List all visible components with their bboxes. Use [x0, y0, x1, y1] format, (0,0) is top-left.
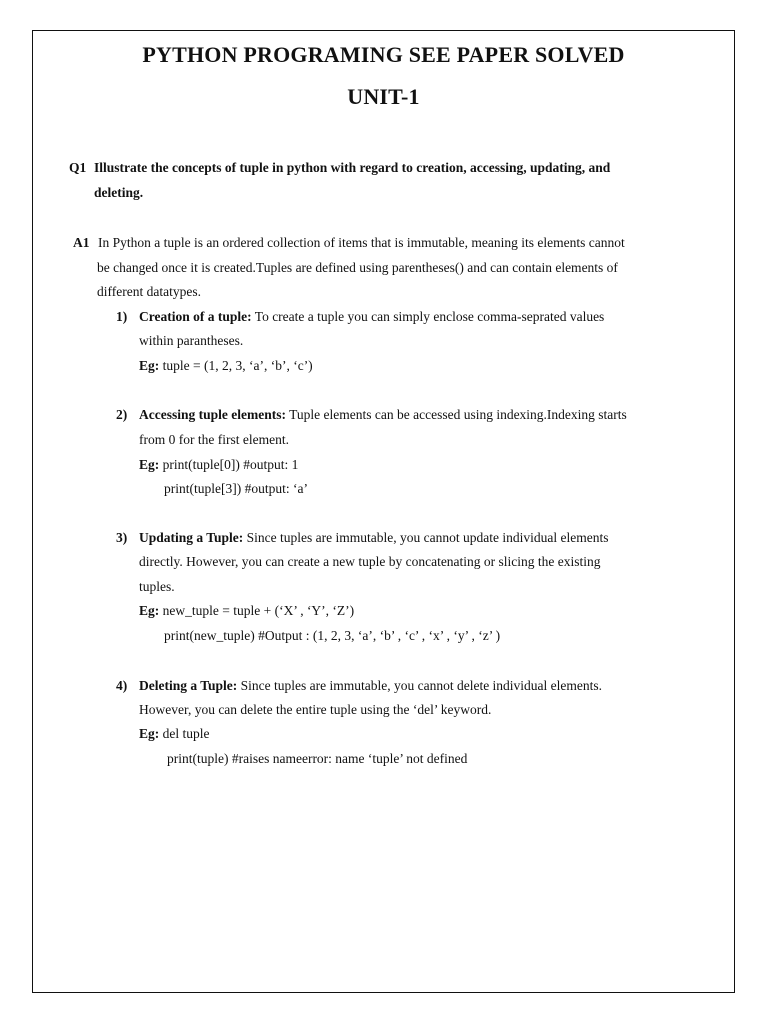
item-3-number: 3)	[116, 530, 128, 545]
item-1-line2: within parantheses.	[139, 333, 244, 348]
item-2-number: 2)	[116, 407, 128, 422]
answer-intro-line3: different datatypes.	[97, 284, 201, 299]
item-4-heading: Deleting a Tuple:	[139, 678, 238, 693]
item-2-heading: Accessing tuple elements:	[139, 407, 286, 422]
item-3-line2: directly. However, you can create a new tuple by concatenating or slicing the existing	[139, 554, 601, 569]
item-1-number: 1)	[116, 309, 128, 324]
item-2-example: Eg: print(tuple[0]) #output: 1	[139, 457, 299, 472]
item-4-example: Eg: del tuple	[139, 726, 210, 741]
item-1-line1: Creation of a tuple: To create a tuple you can simply enclose comma-seprated values	[139, 309, 605, 324]
item-2-example-line2: print(tuple[3]) #output: ‘a’	[164, 481, 308, 496]
answer-label: A1	[73, 235, 90, 250]
question-text-line2: deleting.	[94, 185, 144, 200]
answer-intro-line2: be changed once it is created.Tuples are defined using parentheses() and can contain elements of	[97, 260, 618, 275]
item-4-example-line2: print(tuple) #raises nameerror: name ‘tuple’ not defined	[167, 751, 468, 766]
item-2-line1: Accessing tuple elements: Tuple elements can be accessed using indexing.Indexing starts	[139, 407, 627, 422]
item-3-example: Eg: new_tuple = tuple + (‘X’ , ‘Y’, ‘Z’)	[139, 603, 355, 618]
answer-intro-line1: In Python a tuple is an ordered collection of items that is immutable, meaning its elements cannot	[98, 235, 625, 250]
question-label: Q1	[69, 160, 87, 175]
item-3-example-line2: print(new_tuple) #Output : (1, 2, 3, ‘a’, ‘b’ , ‘c’ , ‘x’ , ‘y’ , ‘z’ )	[164, 628, 501, 643]
item-3-line3: tuples.	[139, 579, 175, 594]
page-title: PYTHON PROGRAMING SEE PAPER SOLVED	[142, 42, 625, 67]
item-3-line1: Updating a Tuple: Since tuples are immutable, you cannot update individual elements	[139, 530, 609, 545]
item-4-line1: Deleting a Tuple: Since tuples are immutable, you cannot delete individual elements.	[139, 678, 603, 693]
item-1-heading: Creation of a tuple:	[139, 309, 252, 324]
item-4-number: 4)	[116, 678, 128, 693]
item-1-example: Eg: tuple = (1, 2, 3, ‘a’, ‘b’, ‘c’)	[139, 358, 313, 373]
item-2-line2: from 0 for the first element.	[139, 432, 289, 447]
unit-heading: UNIT-1	[347, 84, 420, 109]
question-text-line1: Illustrate the concepts of tuple in python with regard to creation, accessing, updating, and	[94, 160, 611, 175]
item-4-line2: However, you can delete the entire tuple using the ‘del’ keyword.	[139, 702, 492, 717]
item-3-heading: Updating a Tuple:	[139, 530, 244, 545]
